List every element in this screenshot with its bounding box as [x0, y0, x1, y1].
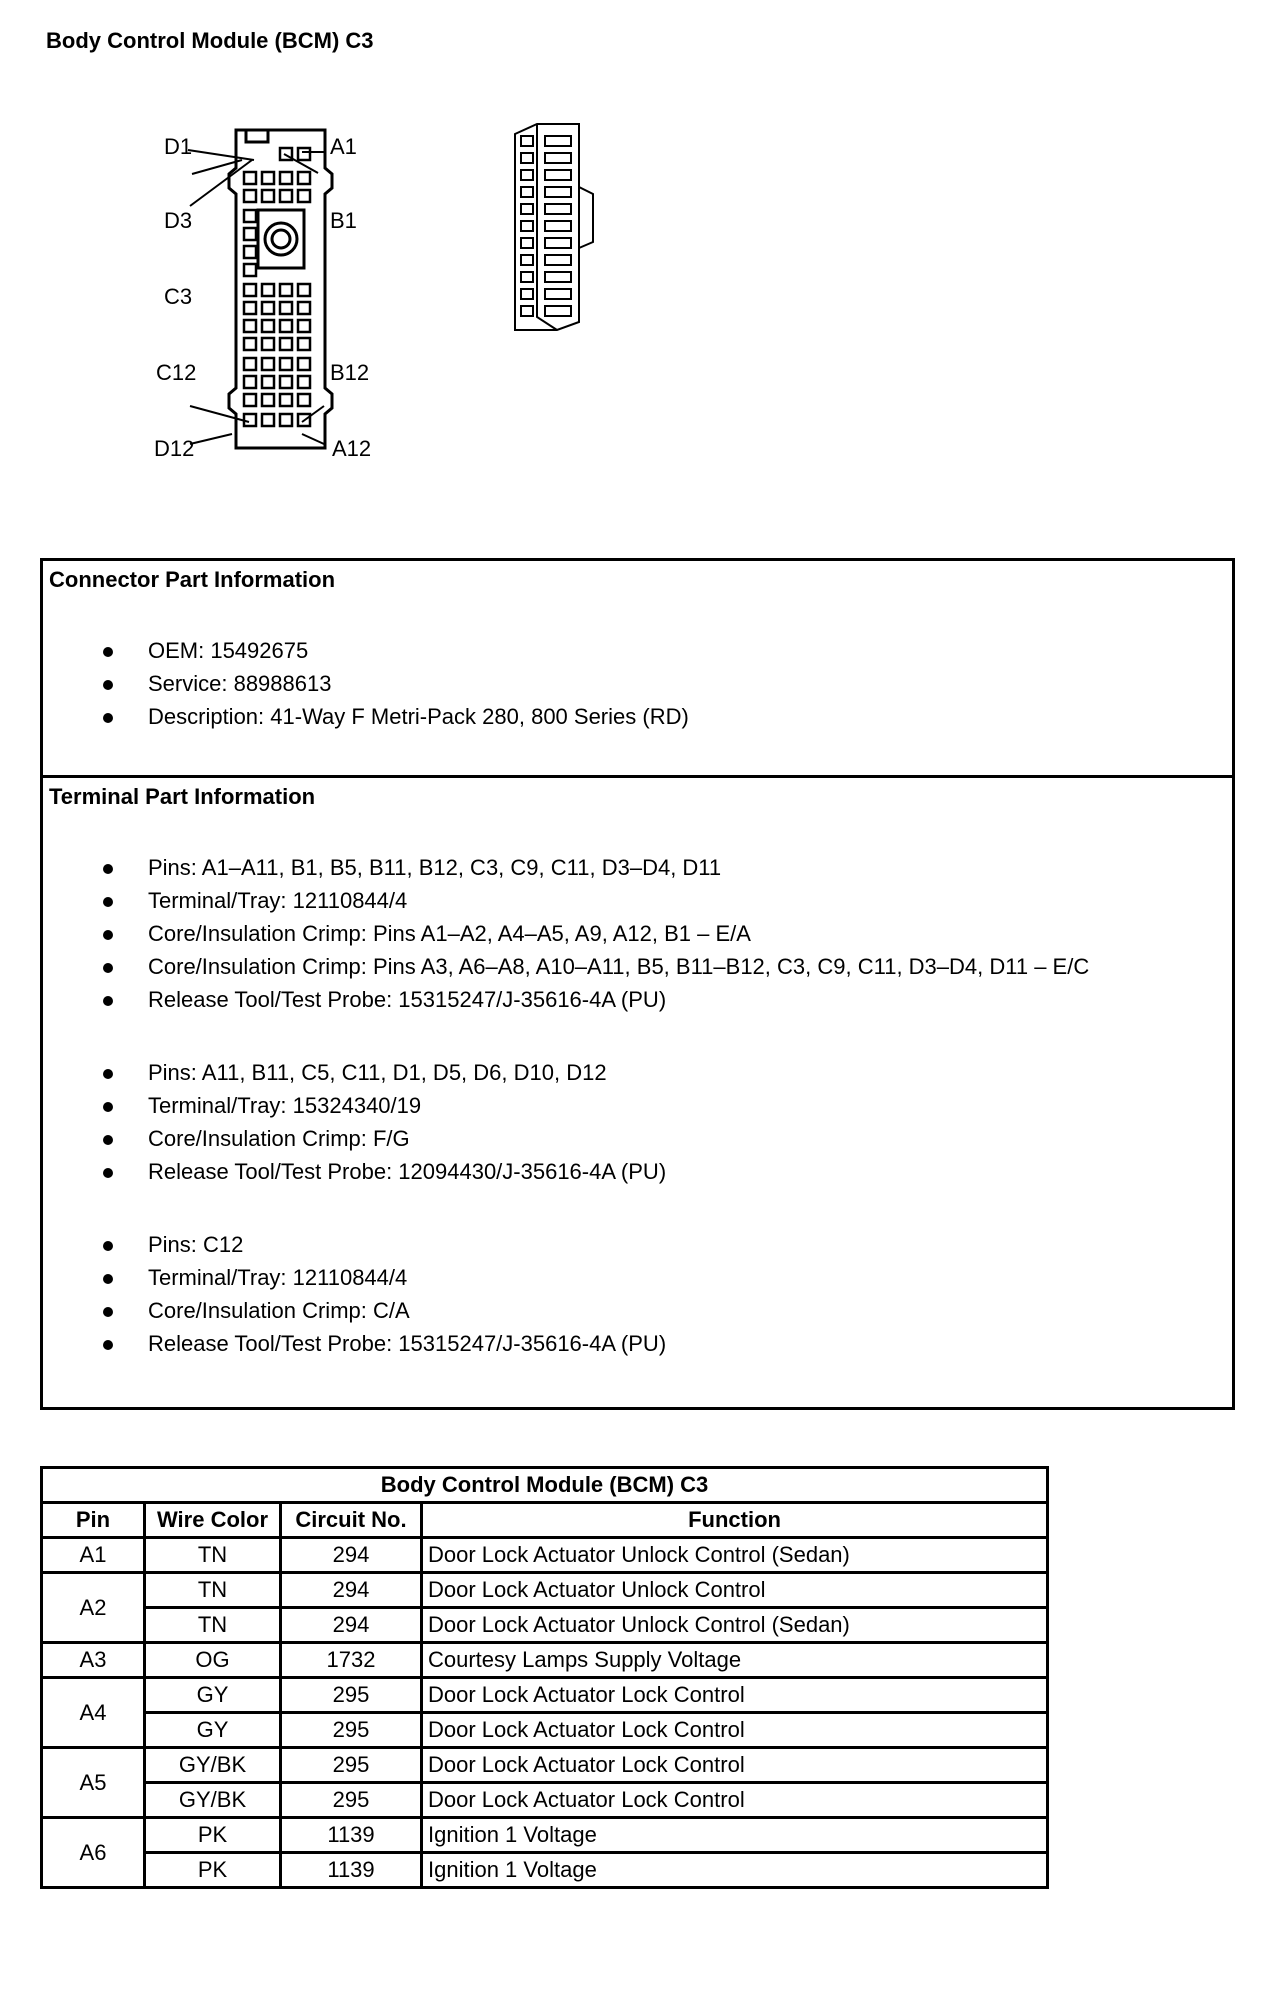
- bullet-icon: [103, 963, 113, 973]
- terminal-cavity: [280, 376, 292, 388]
- terminal-cavity: [280, 302, 292, 314]
- circuit-cell: 1139: [281, 1853, 422, 1888]
- terminal-cavity: [244, 376, 256, 388]
- table-row: [42, 1853, 1048, 1888]
- terminal-cavity: [244, 190, 256, 202]
- bullet-icon: [103, 930, 113, 940]
- pin-function-table: [40, 1466, 1049, 1889]
- function-cell: Door Lock Actuator Unlock Control (Sedan): [422, 1608, 1048, 1643]
- bullet-icon: [103, 864, 113, 874]
- terminal-cavity: [298, 358, 310, 370]
- terminal-cavity: [298, 190, 310, 202]
- terminal-cavities: [244, 148, 310, 426]
- table-row: [42, 1538, 1048, 1573]
- function-cell: Courtesy Lamps Supply Voltage: [422, 1643, 1048, 1678]
- function-cell: Ignition 1 Voltage: [422, 1853, 1048, 1888]
- connector-pinout-diagram: [150, 118, 450, 468]
- side-latch: [579, 187, 593, 248]
- terminal-cavity: [262, 284, 274, 296]
- bullet-icon: [103, 1274, 113, 1284]
- terminal-cavity: [244, 394, 256, 406]
- pin-label-c3: C3: [164, 284, 193, 309]
- bullet-icon: [103, 1340, 113, 1350]
- bullet-icon: [103, 1168, 113, 1178]
- table-header-row: [42, 1503, 1048, 1538]
- circuit-cell: 295: [281, 1748, 422, 1783]
- terminal-cavity: [280, 358, 292, 370]
- terminal-cavity: [298, 284, 310, 296]
- terminal-cavity: [298, 338, 310, 350]
- circuit-cell: 295: [281, 1713, 422, 1748]
- bullet-icon: [103, 1307, 113, 1317]
- function-cell: Door Lock Actuator Lock Control: [422, 1748, 1048, 1783]
- terminal-cavity: [244, 358, 256, 370]
- pin-label-d3: D3: [164, 208, 193, 233]
- bullet-icon: [103, 713, 113, 723]
- terminal-cavity: [262, 302, 274, 314]
- function-cell: Ignition 1 Voltage: [422, 1818, 1048, 1853]
- table-row: [42, 1643, 1048, 1678]
- terminal-cavity: [280, 320, 292, 332]
- terminal-cavity: [244, 414, 256, 426]
- wire-color-cell: OG: [145, 1643, 281, 1678]
- pin-label-b1: B1: [330, 208, 357, 233]
- terminal-cavity: [298, 172, 310, 184]
- terminal-cavity: [280, 338, 292, 350]
- column-header-circuit-no: Circuit No.: [281, 1503, 422, 1538]
- circuit-cell: 294: [281, 1573, 422, 1608]
- pin-cell: A2: [42, 1573, 145, 1643]
- wire-color-cell: TN: [145, 1573, 281, 1608]
- terminal-cavity: [244, 284, 256, 296]
- column-header-pin: Pin: [42, 1503, 145, 1538]
- wire-color-cell: GY: [145, 1678, 281, 1713]
- function-cell: Door Lock Actuator Lock Control: [422, 1713, 1048, 1748]
- wire-color-cell: GY: [145, 1713, 281, 1748]
- bullet-icon: [103, 897, 113, 907]
- terminal-cavity: [298, 320, 310, 332]
- table-title: Body Control Module (BCM) C3: [42, 1468, 1048, 1503]
- function-cell: Door Lock Actuator Lock Control: [422, 1783, 1048, 1818]
- circuit-cell: 295: [281, 1783, 422, 1818]
- column-header-wire-color: Wire Color: [145, 1503, 281, 1538]
- terminal-cavity: [244, 338, 256, 350]
- pin-cell: A5: [42, 1748, 145, 1818]
- pin-cell: A1: [42, 1538, 145, 1573]
- bullet-icon: [103, 1069, 113, 1079]
- terminal-cavity: [262, 338, 274, 350]
- circuit-cell: 1732: [281, 1643, 422, 1678]
- terminal-part-info-box: Terminal Part Information Pins: A1–A11, B1, B5, B11, B12, C3, C9, C11, D3–D4, D11 Terminal/Tray: 12110844/4 Core/Insulation Crimp: Pins A1–A2, A4–A5, A9, A12, B1 – E/A Core/Insulation Crimp: Pins A3, A6–A8, A10–A11, B5, B11–B12, C3, C9, C11, D3–D4, D11 – E/C Release Tool/Test Probe: 15315247/J-35616-4A (PU) Pins: A11, B11, C5, C11, D1, D5, D6, D10, D12 Terminal/Tray: 15324340/19 Core/Insulation Crimp: F/G Release Tool/Test Probe: 12094430/J-35616-4A (PU) Pins: C12 Terminal/Tray: 12110844/4 Core/Insulation Crimp: C/A Release Tool/Test Probe: 15315247/J-35616-4A (PU): [40, 775, 1235, 1410]
- pin-cell: A6: [42, 1818, 145, 1888]
- terminal-cavity: [262, 190, 274, 202]
- terminal-cavity: [244, 264, 256, 276]
- locking-tab: [246, 130, 268, 142]
- terminal-cavity: [262, 358, 274, 370]
- bullet-icon: [103, 1102, 113, 1112]
- wire-color-cell: TN: [145, 1538, 281, 1573]
- function-cell: Door Lock Actuator Unlock Control: [422, 1573, 1048, 1608]
- terminal-cavity: [280, 190, 292, 202]
- terminal-cavity: [244, 302, 256, 314]
- terminal-cavity: [280, 414, 292, 426]
- pin-label-a12: A12: [332, 436, 372, 461]
- table-row: [42, 1748, 1048, 1783]
- pin-label-a1: A1: [330, 134, 357, 159]
- circuit-cell: 294: [281, 1538, 422, 1573]
- pin-cell: A3: [42, 1643, 145, 1678]
- terminal-cavity: [262, 172, 274, 184]
- bullet-icon: [103, 1135, 113, 1145]
- circuit-cell: 295: [281, 1678, 422, 1713]
- connector-info-heading: Connector Part Information: [49, 567, 336, 592]
- table-row: [42, 1713, 1048, 1748]
- terminal-cavity: [262, 320, 274, 332]
- terminal-cavity: [262, 394, 274, 406]
- bullet-icon: [103, 996, 113, 1006]
- terminal-cavity: [298, 376, 310, 388]
- connector-side-view: [505, 122, 605, 332]
- pin-cell: A4: [42, 1678, 145, 1748]
- terminal-cavity: [298, 148, 310, 160]
- circuit-cell: 1139: [281, 1818, 422, 1853]
- terminal-cavity: [298, 394, 310, 406]
- terminal-cavity: [280, 394, 292, 406]
- terminal-cavity: [280, 284, 292, 296]
- table-title-row: [42, 1468, 1048, 1503]
- terminal-info-heading: Terminal Part Information: [49, 784, 316, 809]
- wire-color-cell: TN: [145, 1608, 281, 1643]
- table-row: [42, 1818, 1048, 1853]
- terminal-cavity: [262, 414, 274, 426]
- wire-color-cell: GY/BK: [145, 1783, 281, 1818]
- function-cell: Door Lock Actuator Unlock Control (Sedan): [422, 1538, 1048, 1573]
- table-row: [42, 1783, 1048, 1818]
- center-terminal-ring: [265, 223, 297, 255]
- connector-part-info-box: Connector Part Information OEM: 15492675 Service: 88988613 Description: 41-Way F Metri-Pack 280, 800 Series (RD): [40, 558, 1235, 778]
- terminal-cavity: [244, 320, 256, 332]
- bullet-icon: [103, 680, 113, 690]
- pin-label-b12: B12: [330, 360, 370, 385]
- column-header-function: Function: [422, 1503, 1048, 1538]
- pin-label-d1: D1: [164, 134, 193, 159]
- terminal-cavity: [280, 172, 292, 184]
- terminal-cavity: [244, 228, 256, 240]
- pin-label-d12: D12: [154, 436, 195, 461]
- table-row: [42, 1573, 1048, 1608]
- terminal-cavity: [244, 172, 256, 184]
- function-cell: Door Lock Actuator Lock Control: [422, 1678, 1048, 1713]
- circuit-cell: 294: [281, 1608, 422, 1643]
- page-title: Body Control Module (BCM) C3: [46, 28, 374, 53]
- terminal-cavity: [244, 246, 256, 258]
- terminal-cavity: [298, 302, 310, 314]
- pin-label-c12: C12: [156, 360, 197, 385]
- terminal-cavity: [262, 376, 274, 388]
- bullet-icon: [103, 647, 113, 657]
- wire-color-cell: PK: [145, 1818, 281, 1853]
- wire-color-cell: GY/BK: [145, 1748, 281, 1783]
- terminal-cavity: [244, 210, 256, 222]
- table-row: [42, 1608, 1048, 1643]
- bullet-icon: [103, 1241, 113, 1251]
- wire-color-cell: PK: [145, 1853, 281, 1888]
- table-row: [42, 1678, 1048, 1713]
- center-terminal: [272, 230, 290, 248]
